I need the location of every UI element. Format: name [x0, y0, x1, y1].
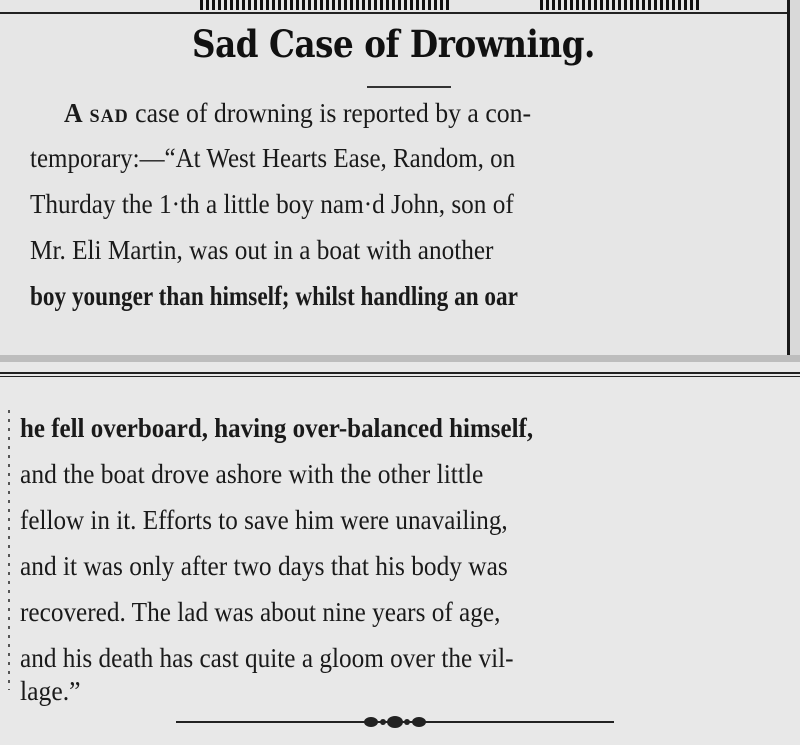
text-line-8: fellow in it. Efforts to save him were unavailing, — [20, 505, 508, 535]
text-line-9: and it was only after two days that his body was — [20, 551, 508, 581]
text-line-2: temporary:—“At West Hearts Ease, Random, on — [30, 143, 516, 173]
text-line-4: Mr. Eli Martin, was out in a boat with another — [30, 235, 494, 265]
clipping-top-section — [0, 0, 790, 357]
article-headline: Sad Case of Drowning. — [192, 22, 595, 66]
text-line-3: Thurday the 1·th a little boy nam·d John, son of — [30, 189, 514, 219]
text-line-11: and his death has cast quite a gloom over the vil- — [20, 643, 514, 673]
text-line-10: recovered. The lad was about nine years of age, — [20, 597, 501, 627]
text-line-6: he fell overboard, having over-balanced himself, — [20, 413, 534, 443]
continuation-rule — [0, 372, 800, 374]
headline-underline — [367, 86, 451, 88]
closing-ornament-rule — [176, 714, 614, 730]
top-border-rule — [200, 0, 450, 10]
top-border-rule-right — [540, 0, 700, 10]
column-edge-marks — [8, 410, 10, 690]
continuation-rule-thin — [0, 376, 800, 377]
header-rule — [0, 12, 787, 14]
text-line-1-rest: case of drowning is reported by a con- — [128, 98, 532, 128]
text-line-12: lage.” — [20, 676, 81, 706]
text-line-1 — [64, 98, 531, 129]
text-line-7: and the boat drove ashore with the other little — [20, 459, 484, 489]
lead-small-caps: A sad — [64, 98, 129, 128]
text-line-5: boy younger than himself; whilst handling an oar — [30, 281, 518, 311]
